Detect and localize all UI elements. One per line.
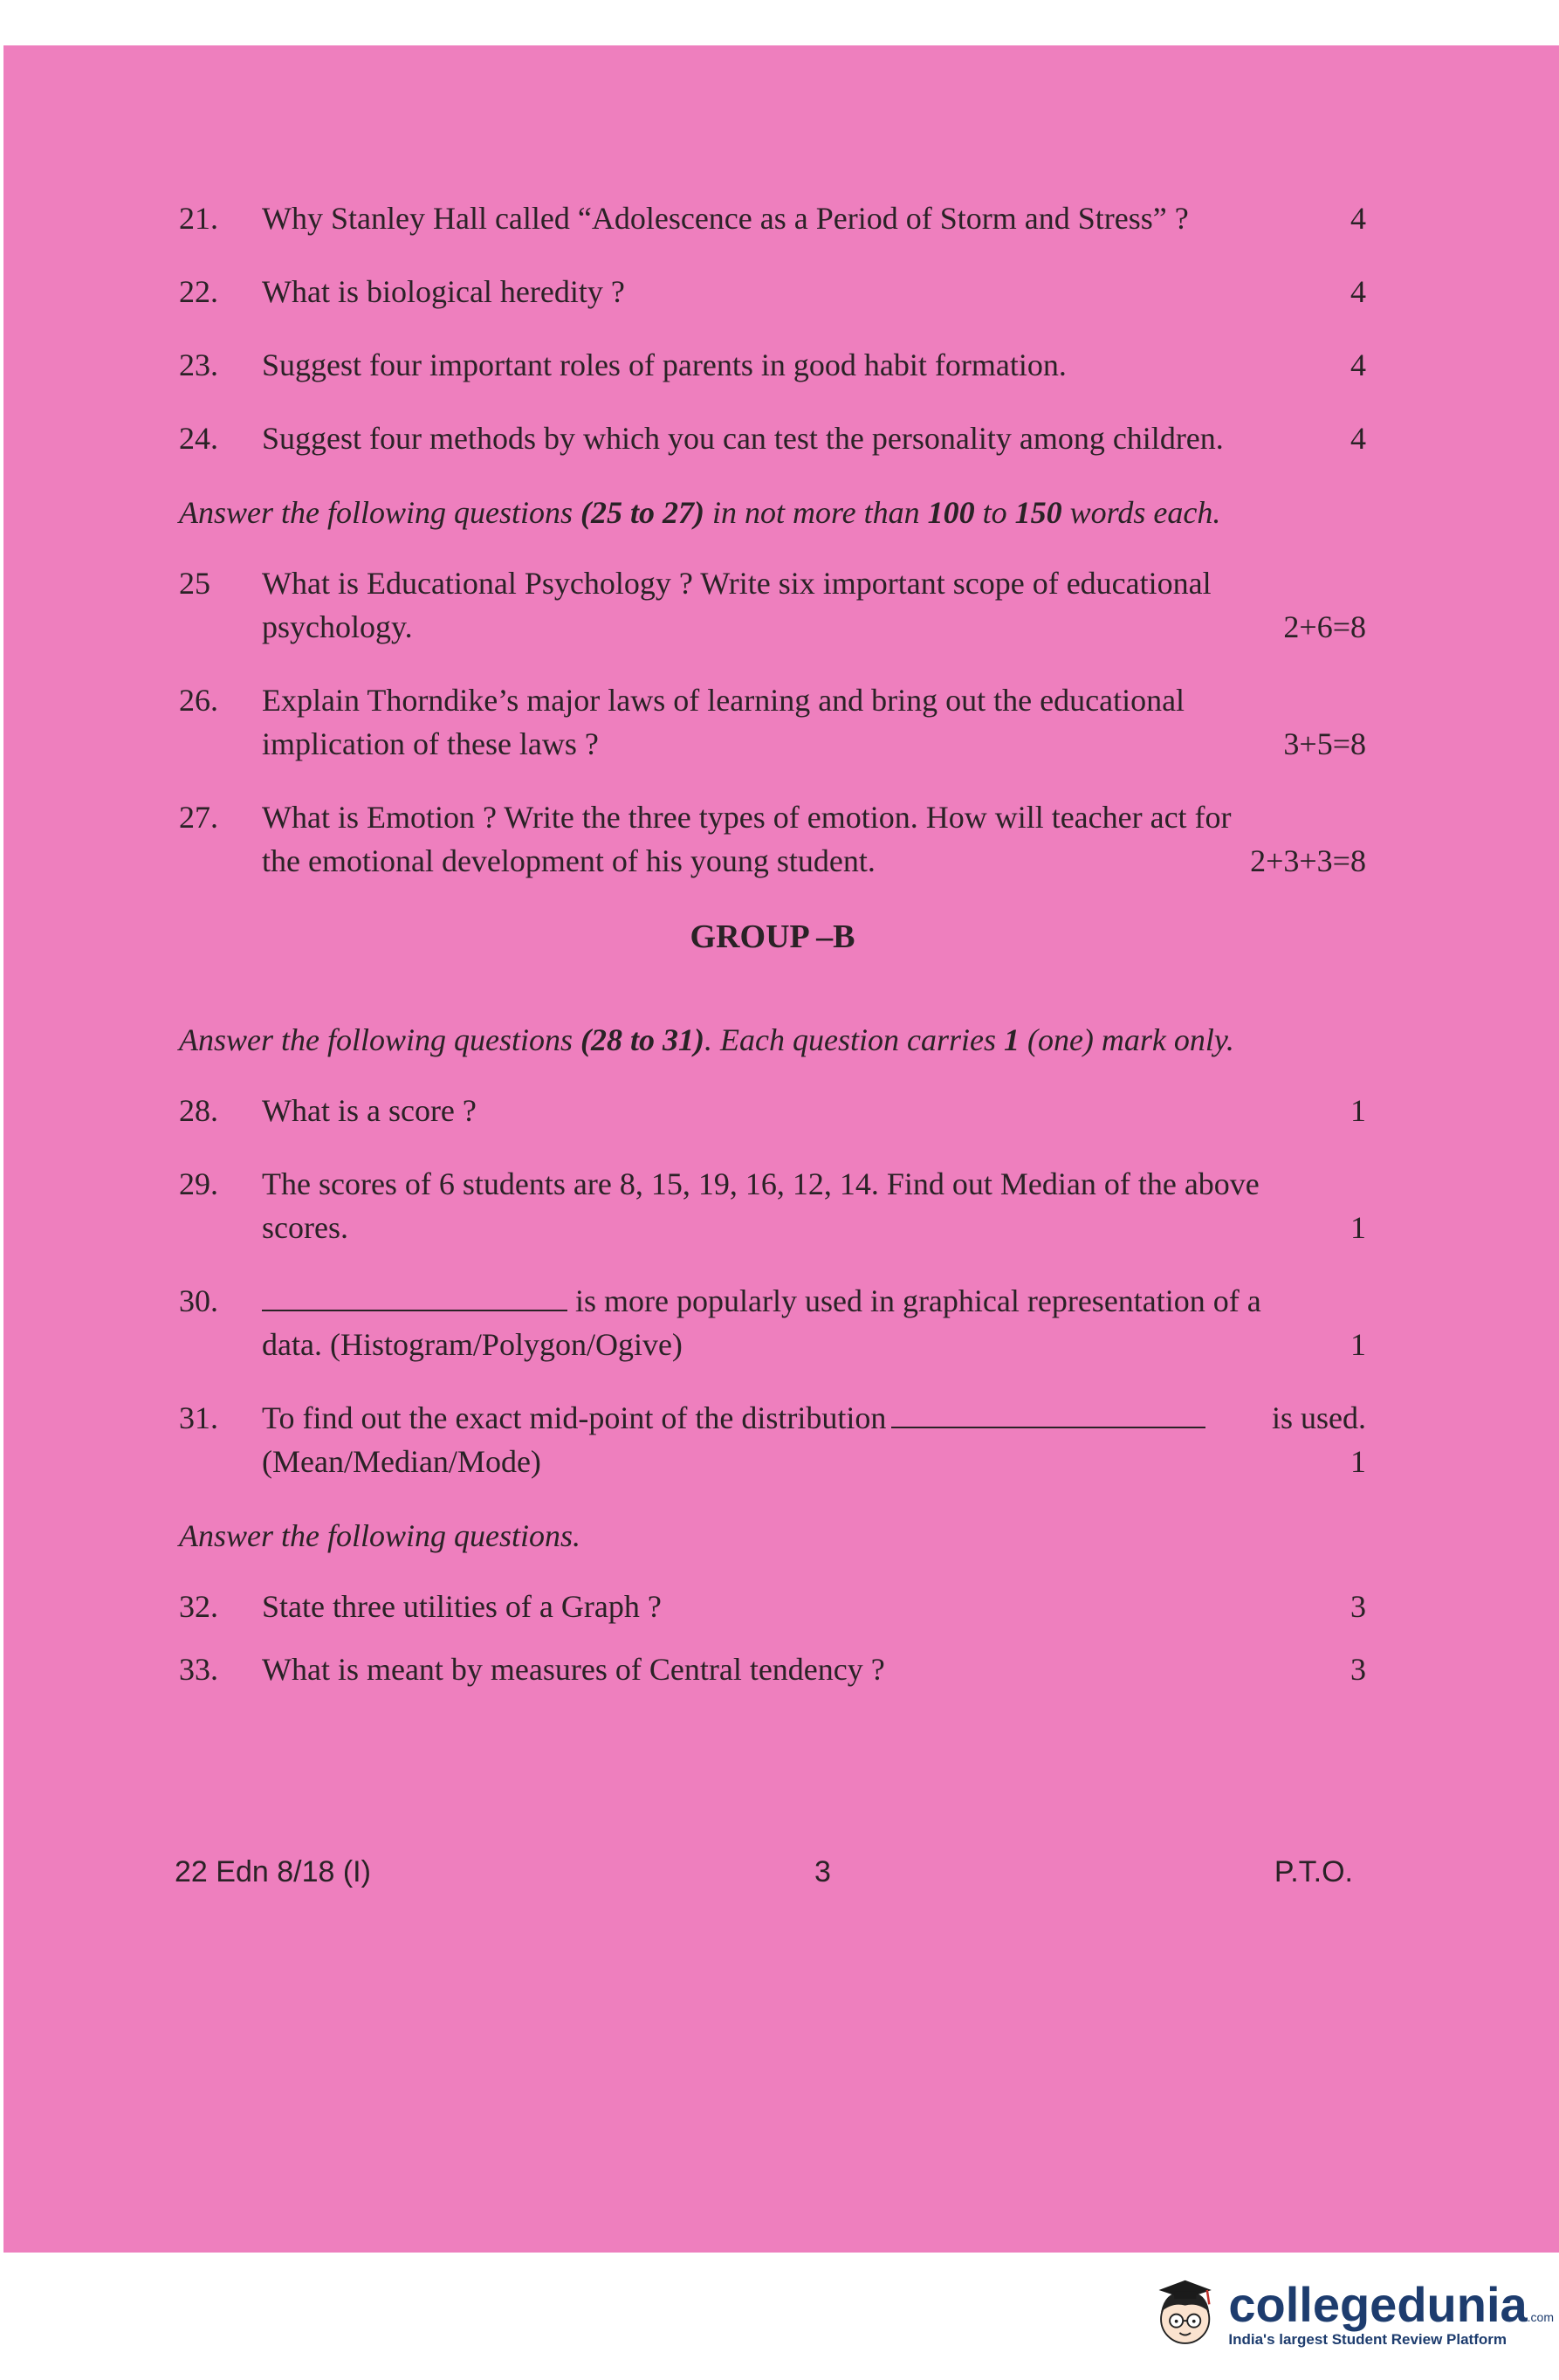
- question-marks: 4: [1350, 274, 1366, 309]
- question-28: [179, 1089, 1366, 1132]
- pto-label: P.T.O.: [1274, 1855, 1353, 1888]
- question-32: [179, 1585, 1366, 1628]
- question-30: [179, 1279, 1366, 1366]
- question-22: [179, 270, 1366, 313]
- question-text-line: Explain Thorndike’s major laws of learning and bring out the educational: [262, 683, 1185, 718]
- question-marks: 1: [1350, 1327, 1366, 1362]
- question-number: 33.: [179, 1652, 218, 1687]
- question-text: Suggest four methods by which you can test the personality among children.: [262, 421, 1224, 456]
- question-marks: 4: [1350, 201, 1366, 236]
- question-number: 30.: [179, 1283, 218, 1318]
- question-marks: 4: [1350, 421, 1366, 456]
- question-number: 29.: [179, 1166, 218, 1201]
- question-text-line: What is Emotion ? Write the three types of emotion. How will teacher act for: [262, 800, 1232, 835]
- instruction-short-answers: Answer the following questions.: [179, 1518, 581, 1553]
- question-marks: 1: [1350, 1444, 1366, 1479]
- question-text: What is meant by measures of Central tendency ?: [262, 1652, 885, 1687]
- question-33: [179, 1647, 1366, 1691]
- question-text-line: is more popularly used in graphical representation of a: [567, 1283, 1261, 1318]
- question-number: 21.: [179, 201, 218, 236]
- instruction-long-answers: Answer the following questions (25 to 27) in not more than 100 to 150 words each.: [179, 495, 1221, 530]
- question-text-line: data. (Histogram/Polygon/Ogive): [262, 1327, 683, 1362]
- question-marks: 3+5=8: [1283, 726, 1366, 761]
- question-27: [179, 795, 1366, 883]
- question-marks: 2+3+3=8: [1250, 843, 1366, 878]
- question-text: State three utilities of a Graph ?: [262, 1589, 662, 1624]
- question-text-line: scores.: [262, 1210, 348, 1245]
- question-26: [179, 678, 1366, 766]
- question-21: [179, 196, 1366, 240]
- question-31: [179, 1396, 1366, 1483]
- question-marks: 1: [1350, 1093, 1366, 1128]
- question-list: [179, 196, 1366, 1721]
- question-29: [179, 1162, 1366, 1249]
- page-number: 3: [814, 1855, 831, 1888]
- brand-name: collegedunia: [1228, 2277, 1528, 2332]
- collegedunia-logo[interactable]: [1152, 2253, 1554, 2375]
- question-number: 26.: [179, 683, 218, 718]
- mascot-icon: [1152, 2257, 1218, 2370]
- question-number: 32.: [179, 1589, 218, 1624]
- question-24: [179, 416, 1366, 460]
- question-text: What is a score ?: [262, 1093, 477, 1128]
- question-number: 27.: [179, 800, 218, 835]
- question-text: What is biological heredity ?: [262, 274, 625, 309]
- question-25: [179, 561, 1366, 649]
- question-marks: 4: [1350, 347, 1366, 382]
- question-text: Why Stanley Hall called “Adolescence as a Period of Storm and Stress” ?: [262, 201, 1189, 236]
- question-text: Suggest four important roles of parents in good habit formation.: [262, 347, 1067, 382]
- page-footer: [175, 1855, 1353, 1889]
- question-text-line: To find out the exact mid-point of the distribution: [262, 1400, 887, 1435]
- question-number: 22.: [179, 274, 218, 309]
- brand-tagline: India's largest Student Review Platform: [1228, 2331, 1507, 2348]
- instruction-one-mark: Answer the following questions (28 to 31). Each question carries 1 (one) mark only.: [179, 1022, 1234, 1057]
- paper-code: 22 Edn 8/18 (I): [175, 1855, 371, 1888]
- question-marks: 3: [1350, 1652, 1366, 1687]
- question-number: 24.: [179, 421, 218, 456]
- fill-in-blank: [891, 1400, 1205, 1428]
- fill-in-blank: [262, 1283, 567, 1311]
- question-text-line: psychology.: [262, 609, 413, 644]
- question-number: 31.: [179, 1400, 218, 1435]
- question-number: 23.: [179, 347, 218, 382]
- question-text-line: implication of these laws ?: [262, 726, 599, 761]
- brand-suffix: .com: [1527, 2310, 1554, 2324]
- group-title: GROUP –B: [690, 918, 855, 955]
- question-text-line: (Mean/Median/Mode): [262, 1444, 541, 1479]
- question-text-line: is used.: [1272, 1400, 1366, 1435]
- question-marks: 3: [1350, 1589, 1366, 1624]
- question-text-line: What is Educational Psychology ? Write six important scope of educational: [262, 566, 1212, 601]
- question-marks: 1: [1350, 1210, 1366, 1245]
- question-23: [179, 343, 1366, 387]
- question-number: 25: [179, 566, 210, 601]
- question-text-line: The scores of 6 students are 8, 15, 19, 16, 12, 14. Find out Median of the above: [262, 1166, 1260, 1201]
- question-text-line: the emotional development of his young student.: [262, 843, 876, 878]
- question-number: 28.: [179, 1093, 218, 1128]
- question-marks: 2+6=8: [1283, 609, 1366, 644]
